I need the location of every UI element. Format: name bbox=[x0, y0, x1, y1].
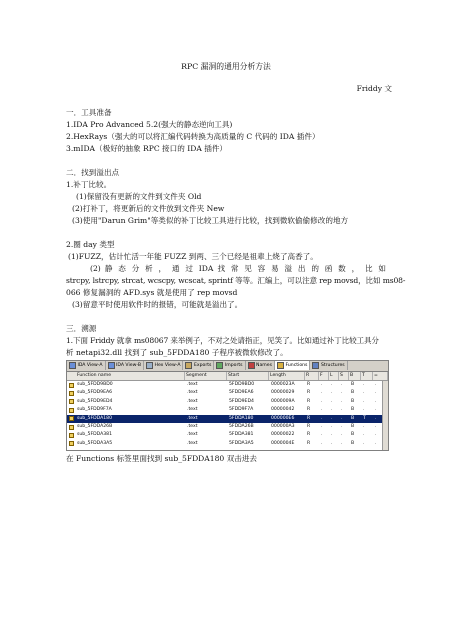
paragraph-line: 066 修复漏洞的 AFD.sys 就是使用了 rep movsd bbox=[66, 288, 238, 297]
table-cell: .text bbox=[187, 415, 198, 421]
table-cell: . bbox=[341, 382, 343, 387]
scrollbar[interactable] bbox=[382, 381, 388, 450]
tab-label: IDA View-B bbox=[116, 363, 141, 368]
tab-icon bbox=[146, 362, 153, 369]
column-header[interactable]: L bbox=[329, 372, 339, 380]
table-cell: . bbox=[375, 432, 377, 438]
table-cell: . bbox=[363, 390, 365, 396]
function-icon bbox=[69, 425, 74, 430]
table-cell: B bbox=[351, 440, 355, 446]
table-cell: T bbox=[363, 415, 366, 421]
table-cell: . bbox=[331, 390, 333, 396]
table-cell: R bbox=[307, 415, 311, 421]
table-cell: R bbox=[307, 407, 311, 413]
table-cell: . bbox=[331, 398, 333, 404]
tab-icon bbox=[108, 362, 115, 369]
tab-icon bbox=[248, 362, 255, 369]
list-item: (3)使用"Darun Grim"等类似的补丁比较工具进行比较，找到微软偷偷修改的地方 bbox=[72, 216, 349, 225]
table-cell: .text bbox=[187, 390, 198, 396]
column-header[interactable]: Segment bbox=[185, 372, 227, 380]
list-item: (2) 静 态 分 析 ， 通 过 IDA 找 常 见 容 易 溢 出 的 函 数 ， 比 如 bbox=[90, 264, 386, 273]
paragraph-line: 1.下面 Friddy 就拿 ms08067 来举例子，不对之处请指正，见笑了。比如通过补丁比较工具分 bbox=[66, 336, 379, 345]
table-cell: sub_5FDD9EA6 bbox=[77, 390, 113, 396]
tool-item: 1.IDA Pro Advanced 5.2(强大的静态逆向工具) bbox=[66, 120, 233, 129]
table-cell: . bbox=[375, 424, 377, 429]
function-icon bbox=[69, 441, 74, 446]
tab-imports[interactable] bbox=[214, 361, 245, 370]
sub-heading: 2.圈 day 类型 bbox=[66, 240, 115, 249]
function-icon bbox=[69, 416, 74, 421]
table-cell: . bbox=[331, 382, 333, 387]
functions-table-header bbox=[67, 372, 388, 381]
tab-label: Names bbox=[256, 363, 272, 368]
screenshot-caption: 在 Functions 标签里面找到 sub_5FDDA180 双击进去 bbox=[66, 454, 258, 463]
table-cell: sub_5FDDA381 bbox=[77, 432, 112, 438]
tool-item: 2.HexRays（强大的可以将汇编代码转换为高质量的 C 代码的 IDA 插件） bbox=[66, 132, 320, 141]
list-item: (1)保留没有更新的文件到文件夹 Old bbox=[76, 192, 202, 201]
table-cell: . bbox=[331, 440, 333, 446]
table-cell: . bbox=[375, 415, 377, 421]
ida-tab-bar bbox=[67, 361, 388, 372]
table-cell: 5FDDA180 bbox=[229, 415, 254, 421]
column-header[interactable]: Start bbox=[227, 372, 269, 380]
column-header[interactable]: Length bbox=[269, 372, 305, 380]
table-cell: . bbox=[375, 390, 377, 396]
table-cell: 5FDDA381 bbox=[229, 432, 254, 438]
table-cell: 5FDDA26B bbox=[229, 424, 254, 429]
table-cell: sub_5FDD9ED4 bbox=[77, 398, 113, 404]
table-cell: B bbox=[351, 407, 355, 413]
table-row[interactable] bbox=[67, 423, 388, 431]
table-cell: R bbox=[307, 424, 311, 429]
tab-structures[interactable] bbox=[310, 361, 347, 370]
table-cell: B bbox=[351, 424, 355, 429]
tab-icon bbox=[312, 362, 319, 369]
list-item: (2)打补丁，将更新后的文件放到文件夹 New bbox=[72, 204, 225, 213]
function-icon bbox=[69, 383, 74, 388]
list-item: (1)FUZZ，估计忙活一年能 FUZZ 到两、三个已经是祖辈上烧了高香了。 bbox=[68, 252, 318, 261]
column-header[interactable]: F bbox=[319, 372, 329, 380]
table-row[interactable] bbox=[67, 415, 388, 423]
table-cell: sub_5FDD9F7A bbox=[77, 407, 112, 413]
table-cell: 00000042 bbox=[271, 407, 295, 413]
tab-exports[interactable] bbox=[183, 361, 214, 370]
table-cell: . bbox=[363, 398, 365, 404]
tab-hex-view-a[interactable] bbox=[144, 361, 183, 370]
column-header[interactable]: R bbox=[305, 372, 319, 380]
table-cell: 000000E6 bbox=[271, 415, 295, 421]
table-cell: . bbox=[331, 407, 333, 413]
table-cell: . bbox=[321, 432, 323, 438]
table-cell: sub_5FDDA3A5 bbox=[77, 440, 113, 446]
section-2-heading: 二．找到溢出点 bbox=[66, 168, 120, 177]
table-cell: 5FDD9ED4 bbox=[229, 398, 254, 404]
section-3-heading: 三．溯源 bbox=[66, 324, 97, 333]
table-cell: R bbox=[307, 432, 311, 438]
table-cell: . bbox=[331, 415, 333, 421]
table-cell: .text bbox=[187, 382, 198, 387]
function-icon bbox=[69, 399, 74, 404]
table-cell: . bbox=[363, 407, 365, 413]
function-icon bbox=[69, 433, 74, 438]
tool-item: 3.mIDA（极好的抽象 RPC 接口的 IDA 插件） bbox=[66, 144, 228, 153]
table-row[interactable] bbox=[67, 389, 388, 397]
table-cell: 0000023A bbox=[271, 382, 295, 387]
author-line: Friddy 文 bbox=[356, 84, 392, 93]
table-cell: 00000022 bbox=[271, 432, 295, 438]
table-cell: 0000009A bbox=[271, 398, 295, 404]
function-icon bbox=[69, 391, 74, 396]
list-item: (3)留意平时使用软件时的报错，可能就是溢出了。 bbox=[72, 300, 243, 309]
table-cell: . bbox=[321, 398, 323, 404]
tab-label: Structures bbox=[320, 363, 345, 368]
table-cell: .text bbox=[187, 424, 198, 429]
tab-label: Hex View-A bbox=[154, 363, 181, 368]
tab-icon bbox=[277, 362, 284, 369]
table-cell: . bbox=[363, 432, 365, 438]
tab-icon bbox=[185, 362, 192, 369]
table-cell: R bbox=[307, 398, 311, 404]
table-cell: B bbox=[351, 415, 355, 421]
column-header[interactable]: Function name bbox=[67, 372, 185, 380]
table-cell: .text bbox=[187, 440, 198, 446]
table-cell: . bbox=[341, 440, 343, 446]
function-icon bbox=[69, 408, 74, 413]
ida-functions-screenshot bbox=[66, 360, 389, 451]
table-cell: B bbox=[351, 390, 355, 396]
table-row[interactable] bbox=[67, 431, 388, 439]
table-row[interactable] bbox=[67, 406, 388, 414]
table-cell: .text bbox=[187, 407, 198, 413]
tab-functions[interactable] bbox=[275, 361, 310, 370]
table-cell: . bbox=[321, 390, 323, 396]
doc-title: RPC 漏洞的通用分析方法 bbox=[181, 62, 271, 71]
table-cell: . bbox=[375, 398, 377, 404]
table-cell: 0000004E bbox=[271, 440, 295, 446]
column-header[interactable]: T bbox=[361, 372, 373, 380]
table-row[interactable] bbox=[67, 398, 388, 406]
table-row[interactable] bbox=[67, 440, 388, 448]
table-cell: . bbox=[331, 432, 333, 438]
tab-label: IDA View-A bbox=[77, 363, 103, 368]
tab-label: Imports bbox=[224, 363, 243, 368]
column-header[interactable]: = bbox=[373, 372, 388, 380]
table-cell: . bbox=[341, 407, 343, 413]
table-cell: 5FDD9EA6 bbox=[229, 390, 254, 396]
sub-heading: 1.补丁比较。 bbox=[66, 180, 112, 189]
table-cell: . bbox=[341, 424, 343, 429]
table-cell: sub_5FDDA180 bbox=[77, 415, 112, 421]
table-cell: . bbox=[321, 382, 323, 387]
table-cell: . bbox=[375, 407, 377, 413]
table-cell: . bbox=[375, 440, 377, 446]
table-cell: . bbox=[321, 415, 323, 421]
table-cell: . bbox=[375, 382, 377, 387]
table-cell: . bbox=[341, 398, 343, 404]
column-header[interactable]: S bbox=[339, 372, 349, 380]
table-cell: 00000029 bbox=[271, 390, 295, 396]
tab-ida-view-a[interactable] bbox=[67, 361, 106, 370]
table-cell: R bbox=[307, 382, 311, 387]
table-cell: 5FDD9BD0 bbox=[229, 382, 255, 387]
table-cell: . bbox=[363, 424, 365, 429]
table-cell: 5FDDA3A5 bbox=[229, 440, 254, 446]
tab-ida-view-b[interactable] bbox=[106, 361, 144, 370]
table-cell: R bbox=[307, 440, 311, 446]
tab-label: Exports bbox=[193, 363, 212, 368]
table-cell: .text bbox=[187, 398, 198, 404]
table-cell: R bbox=[307, 390, 311, 396]
section-1-heading: 一．工具准备 bbox=[66, 108, 112, 117]
tab-label: Functions bbox=[285, 363, 308, 368]
table-cell: . bbox=[321, 407, 323, 413]
table-cell: . bbox=[341, 390, 343, 396]
table-cell: sub_5FDDA26B bbox=[77, 424, 113, 429]
tab-names[interactable] bbox=[246, 361, 275, 370]
table-cell: . bbox=[321, 440, 323, 446]
table-cell: B bbox=[351, 398, 355, 404]
table-cell: . bbox=[363, 440, 365, 446]
table-cell: sub_5FDD9BD0 bbox=[77, 382, 113, 387]
functions-table bbox=[67, 381, 388, 450]
table-cell: 5FDD9F7A bbox=[229, 407, 254, 413]
table-cell: . bbox=[341, 415, 343, 421]
table-cell: . bbox=[341, 432, 343, 438]
tab-icon bbox=[216, 362, 223, 369]
paragraph-line: 析 netapi32.dll 找到了 sub_5FDDA180 子程序被微软修改了。 bbox=[66, 348, 288, 357]
table-cell: . bbox=[331, 424, 333, 429]
table-row[interactable] bbox=[67, 381, 388, 389]
table-cell: .text bbox=[187, 432, 198, 438]
tab-icon bbox=[69, 362, 76, 369]
table-cell: . bbox=[321, 424, 323, 429]
table-cell: B bbox=[351, 382, 355, 387]
table-cell: 000000A3 bbox=[271, 424, 295, 429]
paragraph-line: strcpy, lstrcpy, strcat, wcscpy, wcscat, sprintf 等等。汇编上，可以注意 rep movsd，比如 ms08- bbox=[66, 276, 406, 285]
column-header[interactable]: B bbox=[349, 372, 361, 380]
table-cell: . bbox=[363, 382, 365, 387]
table-cell: B bbox=[351, 432, 355, 438]
